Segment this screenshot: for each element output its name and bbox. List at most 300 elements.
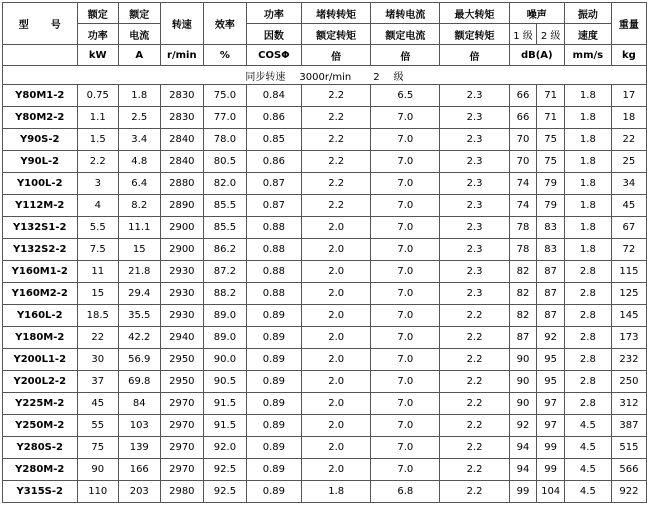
table-row bbox=[3, 371, 647, 393]
cell-locked-torque-ratio: 2.0 bbox=[302, 349, 371, 371]
cell-noise-grade-1: 82 bbox=[509, 261, 537, 283]
cell-max-torque-ratio: 2.2 bbox=[440, 437, 509, 459]
cell-locked-current-ratio: 7.0 bbox=[371, 261, 440, 283]
cell-weight: 145 bbox=[611, 305, 646, 327]
cell-locked-torque-ratio: 2.0 bbox=[302, 415, 371, 437]
cell-noise-grade-2: 71 bbox=[537, 107, 565, 129]
cell-vibration: 2.8 bbox=[564, 327, 611, 349]
cell-noise-grade-1: 82 bbox=[509, 305, 537, 327]
cell-current: 6.4 bbox=[119, 173, 161, 195]
cell-noise-grade-2: 75 bbox=[537, 129, 565, 151]
cell-model: Y280S-2 bbox=[3, 437, 78, 459]
cell-locked-current-ratio: 7.0 bbox=[371, 283, 440, 305]
cell-locked-torque-ratio: 1.8 bbox=[302, 481, 371, 503]
cell-current: 166 bbox=[119, 459, 161, 481]
cell-locked-torque-ratio: 2.0 bbox=[302, 283, 371, 305]
cell-speed: 2900 bbox=[160, 217, 204, 239]
table-row bbox=[3, 481, 647, 503]
cell-locked-current-ratio: 7.0 bbox=[371, 459, 440, 481]
cell-current: 15 bbox=[119, 239, 161, 261]
header-pf-2: 因数 bbox=[246, 24, 301, 45]
cell-current: 139 bbox=[119, 437, 161, 459]
table-header bbox=[3, 3, 647, 66]
cell-speed: 2940 bbox=[160, 327, 204, 349]
cell-model: Y160L-2 bbox=[3, 305, 78, 327]
cell-speed: 2970 bbox=[160, 437, 204, 459]
sync-speed-label: 同步转速 bbox=[245, 71, 286, 83]
cell-speed: 2830 bbox=[160, 85, 204, 107]
unit-current: A bbox=[119, 45, 161, 66]
unit-efficiency: % bbox=[204, 45, 247, 66]
cell-vibration: 1.8 bbox=[564, 151, 611, 173]
table-row bbox=[3, 239, 647, 261]
cell-power: 0.75 bbox=[77, 85, 119, 107]
cell-model: Y160M1-2 bbox=[3, 261, 78, 283]
cell-speed: 2950 bbox=[160, 349, 204, 371]
cell-noise-grade-1: 66 bbox=[509, 107, 537, 129]
table-row bbox=[3, 415, 647, 437]
cell-noise-grade-2: 95 bbox=[537, 371, 565, 393]
cell-locked-torque-ratio: 2.2 bbox=[302, 107, 371, 129]
cell-noise-grade-1: 90 bbox=[509, 393, 537, 415]
cell-weight: 67 bbox=[611, 217, 646, 239]
cell-noise-grade-1: 92 bbox=[509, 415, 537, 437]
cell-power: 55 bbox=[77, 415, 119, 437]
cell-model: Y200L1-2 bbox=[3, 349, 78, 371]
cell-locked-torque-ratio: 2.0 bbox=[302, 437, 371, 459]
cell-power: 45 bbox=[77, 393, 119, 415]
cell-noise-grade-1: 74 bbox=[509, 195, 537, 217]
cell-efficiency: 90.0 bbox=[204, 349, 247, 371]
cell-locked-torque-ratio: 2.2 bbox=[302, 151, 371, 173]
cell-vibration: 2.8 bbox=[564, 305, 611, 327]
cell-power: 15 bbox=[77, 283, 119, 305]
unit-noise: dB(A) bbox=[509, 45, 564, 66]
cell-locked-current-ratio: 7.0 bbox=[371, 129, 440, 151]
table-row bbox=[3, 217, 647, 239]
cell-power-factor: 0.89 bbox=[246, 371, 301, 393]
cell-model: Y132S1-2 bbox=[3, 217, 78, 239]
cell-noise-grade-2: 83 bbox=[537, 217, 565, 239]
cell-locked-current-ratio: 6.5 bbox=[371, 85, 440, 107]
cell-power-factor: 0.89 bbox=[246, 459, 301, 481]
cell-locked-current-ratio: 7.0 bbox=[371, 195, 440, 217]
cell-noise-grade-1: 78 bbox=[509, 239, 537, 261]
cell-locked-current-ratio: 7.0 bbox=[371, 327, 440, 349]
cell-noise-grade-2: 92 bbox=[537, 327, 565, 349]
cell-weight: 22 bbox=[611, 129, 646, 151]
cell-locked-current-ratio: 7.0 bbox=[371, 437, 440, 459]
cell-weight: 387 bbox=[611, 415, 646, 437]
cell-locked-torque-ratio: 2.2 bbox=[302, 195, 371, 217]
cell-weight: 34 bbox=[611, 173, 646, 195]
cell-locked-torque-ratio: 2.2 bbox=[302, 173, 371, 195]
cell-power: 22 bbox=[77, 327, 119, 349]
header-speed: 转速 bbox=[160, 3, 204, 45]
cell-power: 90 bbox=[77, 459, 119, 481]
header-weight: 重量 bbox=[611, 3, 646, 45]
table-row bbox=[3, 129, 647, 151]
unit-weight: kg bbox=[611, 45, 646, 66]
cell-locked-torque-ratio: 2.0 bbox=[302, 459, 371, 481]
cell-noise-grade-1: 70 bbox=[509, 151, 537, 173]
cell-weight: 125 bbox=[611, 283, 646, 305]
table-row bbox=[3, 349, 647, 371]
header-noise-grade-1: 1 级 bbox=[509, 24, 537, 45]
sync-speed-cell bbox=[3, 66, 647, 85]
table-row bbox=[3, 195, 647, 217]
cell-noise-grade-2: 79 bbox=[537, 173, 565, 195]
cell-model: Y90S-2 bbox=[3, 129, 78, 151]
cell-speed: 2930 bbox=[160, 283, 204, 305]
cell-noise-grade-1: 99 bbox=[509, 481, 537, 503]
cell-noise-grade-1: 94 bbox=[509, 459, 537, 481]
cell-max-torque-ratio: 2.2 bbox=[440, 481, 509, 503]
cell-noise-grade-1: 82 bbox=[509, 283, 537, 305]
cell-model: Y200L2-2 bbox=[3, 371, 78, 393]
cell-noise-grade-1: 66 bbox=[509, 85, 537, 107]
unit-mt: 倍 bbox=[440, 45, 509, 66]
header-lrt-1: 堵转转矩 bbox=[302, 3, 371, 24]
cell-power-factor: 0.89 bbox=[246, 481, 301, 503]
cell-efficiency: 82.0 bbox=[204, 173, 247, 195]
cell-noise-grade-2: 97 bbox=[537, 393, 565, 415]
cell-speed: 2970 bbox=[160, 393, 204, 415]
cell-max-torque-ratio: 2.3 bbox=[440, 283, 509, 305]
cell-power-factor: 0.87 bbox=[246, 173, 301, 195]
cell-current: 203 bbox=[119, 481, 161, 503]
cell-locked-current-ratio: 7.0 bbox=[371, 217, 440, 239]
sync-poles-number: 2 bbox=[373, 71, 380, 83]
header-model: 型 号 bbox=[3, 3, 78, 45]
cell-speed: 2880 bbox=[160, 173, 204, 195]
spec-table-container bbox=[2, 2, 647, 503]
cell-power-factor: 0.87 bbox=[246, 195, 301, 217]
cell-power: 18.5 bbox=[77, 305, 119, 327]
cell-model: Y112M-2 bbox=[3, 195, 78, 217]
cell-locked-torque-ratio: 2.0 bbox=[302, 261, 371, 283]
cell-efficiency: 85.5 bbox=[204, 195, 247, 217]
cell-speed: 2900 bbox=[160, 239, 204, 261]
cell-locked-current-ratio: 7.0 bbox=[371, 239, 440, 261]
cell-power: 11 bbox=[77, 261, 119, 283]
cell-efficiency: 88.2 bbox=[204, 283, 247, 305]
cell-locked-current-ratio: 7.0 bbox=[371, 371, 440, 393]
cell-efficiency: 80.5 bbox=[204, 151, 247, 173]
cell-locked-torque-ratio: 2.0 bbox=[302, 371, 371, 393]
header-mt-1: 最大转矩 bbox=[440, 3, 509, 24]
cell-weight: 115 bbox=[611, 261, 646, 283]
cell-power-factor: 0.89 bbox=[246, 327, 301, 349]
cell-speed: 2930 bbox=[160, 305, 204, 327]
cell-noise-grade-1: 87 bbox=[509, 327, 537, 349]
cell-current: 11.1 bbox=[119, 217, 161, 239]
table-row bbox=[3, 459, 647, 481]
cell-power: 1.1 bbox=[77, 107, 119, 129]
cell-model: Y160M2-2 bbox=[3, 283, 78, 305]
cell-model: Y132S2-2 bbox=[3, 239, 78, 261]
cell-power: 1.5 bbox=[77, 129, 119, 151]
cell-model: Y90L-2 bbox=[3, 151, 78, 173]
header-power-2: 功率 bbox=[77, 24, 119, 45]
header-noise: 噪声 bbox=[509, 3, 564, 24]
cell-max-torque-ratio: 2.2 bbox=[440, 393, 509, 415]
cell-speed: 2970 bbox=[160, 415, 204, 437]
cell-noise-grade-2: 75 bbox=[537, 151, 565, 173]
header-current-1: 额定 bbox=[119, 3, 161, 24]
header-lrc-2: 额定电流 bbox=[371, 24, 440, 45]
cell-weight: 173 bbox=[611, 327, 646, 349]
cell-efficiency: 92.5 bbox=[204, 459, 247, 481]
cell-noise-grade-2: 95 bbox=[537, 349, 565, 371]
motor-spec-table bbox=[2, 2, 647, 503]
header-noise-grade-2: 2 级 bbox=[537, 24, 565, 45]
cell-weight: 17 bbox=[611, 85, 646, 107]
cell-noise-grade-2: 99 bbox=[537, 437, 565, 459]
cell-locked-torque-ratio: 2.0 bbox=[302, 217, 371, 239]
table-row bbox=[3, 85, 647, 107]
sync-speed-row bbox=[3, 66, 647, 85]
cell-current: 69.8 bbox=[119, 371, 161, 393]
cell-efficiency: 91.5 bbox=[204, 393, 247, 415]
table-row bbox=[3, 327, 647, 349]
cell-power: 30 bbox=[77, 349, 119, 371]
cell-max-torque-ratio: 2.3 bbox=[440, 239, 509, 261]
cell-current: 84 bbox=[119, 393, 161, 415]
cell-power-factor: 0.88 bbox=[246, 239, 301, 261]
table-row bbox=[3, 283, 647, 305]
cell-vibration: 1.8 bbox=[564, 107, 611, 129]
table-row bbox=[3, 305, 647, 327]
cell-speed: 2950 bbox=[160, 371, 204, 393]
cell-vibration: 2.8 bbox=[564, 283, 611, 305]
cell-current: 56.9 bbox=[119, 349, 161, 371]
cell-power-factor: 0.84 bbox=[246, 85, 301, 107]
cell-weight: 566 bbox=[611, 459, 646, 481]
cell-efficiency: 87.2 bbox=[204, 261, 247, 283]
cell-model: Y315S-2 bbox=[3, 481, 78, 503]
cell-max-torque-ratio: 2.3 bbox=[440, 107, 509, 129]
cell-current: 29.4 bbox=[119, 283, 161, 305]
unit-lrc: 倍 bbox=[371, 45, 440, 66]
cell-noise-grade-2: 79 bbox=[537, 195, 565, 217]
cell-efficiency: 75.0 bbox=[204, 85, 247, 107]
cell-weight: 72 bbox=[611, 239, 646, 261]
cell-current: 4.8 bbox=[119, 151, 161, 173]
cell-power: 75 bbox=[77, 437, 119, 459]
cell-vibration: 1.8 bbox=[564, 173, 611, 195]
cell-noise-grade-1: 90 bbox=[509, 349, 537, 371]
cell-noise-grade-1: 94 bbox=[509, 437, 537, 459]
cell-efficiency: 89.0 bbox=[204, 305, 247, 327]
cell-weight: 18 bbox=[611, 107, 646, 129]
table-row bbox=[3, 393, 647, 415]
cell-efficiency: 78.0 bbox=[204, 129, 247, 151]
cell-speed: 2840 bbox=[160, 129, 204, 151]
cell-locked-current-ratio: 7.0 bbox=[371, 305, 440, 327]
cell-model: Y100L-2 bbox=[3, 173, 78, 195]
table-row bbox=[3, 151, 647, 173]
cell-max-torque-ratio: 2.3 bbox=[440, 261, 509, 283]
cell-noise-grade-1: 74 bbox=[509, 173, 537, 195]
cell-vibration: 2.8 bbox=[564, 349, 611, 371]
unit-pf: COSΦ bbox=[246, 45, 301, 66]
cell-current: 8.2 bbox=[119, 195, 161, 217]
header-pf-1: 功率 bbox=[246, 3, 301, 24]
header-power-1: 额定 bbox=[77, 3, 119, 24]
cell-max-torque-ratio: 2.2 bbox=[440, 349, 509, 371]
cell-speed: 2970 bbox=[160, 459, 204, 481]
header-vib-2: 速度 bbox=[564, 24, 611, 45]
cell-max-torque-ratio: 2.3 bbox=[440, 85, 509, 107]
cell-locked-current-ratio: 7.0 bbox=[371, 173, 440, 195]
table-row bbox=[3, 173, 647, 195]
cell-max-torque-ratio: 2.3 bbox=[440, 129, 509, 151]
cell-noise-grade-2: 71 bbox=[537, 85, 565, 107]
cell-power: 3 bbox=[77, 173, 119, 195]
cell-efficiency: 85.5 bbox=[204, 217, 247, 239]
cell-vibration: 4.5 bbox=[564, 437, 611, 459]
cell-efficiency: 86.2 bbox=[204, 239, 247, 261]
cell-noise-grade-1: 70 bbox=[509, 129, 537, 151]
cell-weight: 515 bbox=[611, 437, 646, 459]
cell-weight: 25 bbox=[611, 151, 646, 173]
unit-vibration: mm/s bbox=[564, 45, 611, 66]
cell-speed: 2890 bbox=[160, 195, 204, 217]
cell-vibration: 2.8 bbox=[564, 393, 611, 415]
cell-weight: 45 bbox=[611, 195, 646, 217]
cell-noise-grade-2: 87 bbox=[537, 305, 565, 327]
cell-speed: 2930 bbox=[160, 261, 204, 283]
cell-vibration: 2.8 bbox=[564, 371, 611, 393]
cell-vibration: 1.8 bbox=[564, 85, 611, 107]
cell-max-torque-ratio: 2.3 bbox=[440, 217, 509, 239]
table-row bbox=[3, 437, 647, 459]
cell-efficiency: 92.0 bbox=[204, 437, 247, 459]
cell-power-factor: 0.86 bbox=[246, 151, 301, 173]
cell-locked-torque-ratio: 2.2 bbox=[302, 129, 371, 151]
cell-noise-grade-1: 78 bbox=[509, 217, 537, 239]
header-current-2: 电流 bbox=[119, 24, 161, 45]
cell-locked-current-ratio: 7.0 bbox=[371, 151, 440, 173]
cell-max-torque-ratio: 2.3 bbox=[440, 195, 509, 217]
cell-max-torque-ratio: 2.2 bbox=[440, 371, 509, 393]
table-row bbox=[3, 107, 647, 129]
header-lrc-1: 堵转电流 bbox=[371, 3, 440, 24]
unit-power: kW bbox=[77, 45, 119, 66]
cell-weight: 312 bbox=[611, 393, 646, 415]
cell-speed: 2840 bbox=[160, 151, 204, 173]
cell-speed: 2980 bbox=[160, 481, 204, 503]
cell-vibration: 4.5 bbox=[564, 415, 611, 437]
cell-power: 2.2 bbox=[77, 151, 119, 173]
cell-current: 103 bbox=[119, 415, 161, 437]
cell-max-torque-ratio: 2.2 bbox=[440, 415, 509, 437]
cell-max-torque-ratio: 2.2 bbox=[440, 459, 509, 481]
cell-efficiency: 77.0 bbox=[204, 107, 247, 129]
cell-weight: 250 bbox=[611, 371, 646, 393]
sync-poles-label: 级 bbox=[393, 71, 404, 83]
cell-noise-grade-2: 97 bbox=[537, 415, 565, 437]
cell-noise-grade-2: 87 bbox=[537, 261, 565, 283]
cell-noise-grade-2: 83 bbox=[537, 239, 565, 261]
cell-locked-torque-ratio: 2.2 bbox=[302, 85, 371, 107]
cell-power-factor: 0.86 bbox=[246, 107, 301, 129]
cell-vibration: 1.8 bbox=[564, 195, 611, 217]
cell-max-torque-ratio: 2.2 bbox=[440, 327, 509, 349]
cell-model: Y180M-2 bbox=[3, 327, 78, 349]
cell-vibration: 4.5 bbox=[564, 481, 611, 503]
cell-current: 1.8 bbox=[119, 85, 161, 107]
unit-speed: r/min bbox=[160, 45, 204, 66]
cell-vibration: 1.8 bbox=[564, 217, 611, 239]
cell-efficiency: 90.5 bbox=[204, 371, 247, 393]
cell-weight: 232 bbox=[611, 349, 646, 371]
cell-vibration: 1.8 bbox=[564, 129, 611, 151]
cell-current: 2.5 bbox=[119, 107, 161, 129]
cell-vibration: 2.8 bbox=[564, 261, 611, 283]
table-body bbox=[3, 66, 647, 503]
cell-max-torque-ratio: 2.3 bbox=[440, 151, 509, 173]
cell-model: Y250M-2 bbox=[3, 415, 78, 437]
cell-power-factor: 0.89 bbox=[246, 305, 301, 327]
cell-model: Y80M2-2 bbox=[3, 107, 78, 129]
cell-locked-torque-ratio: 2.0 bbox=[302, 393, 371, 415]
cell-power-factor: 0.89 bbox=[246, 349, 301, 371]
header-units-model bbox=[3, 45, 78, 66]
cell-noise-grade-1: 90 bbox=[509, 371, 537, 393]
cell-model: Y280M-2 bbox=[3, 459, 78, 481]
cell-power-factor: 0.85 bbox=[246, 129, 301, 151]
cell-locked-torque-ratio: 2.0 bbox=[302, 327, 371, 349]
cell-current: 3.4 bbox=[119, 129, 161, 151]
cell-speed: 2830 bbox=[160, 107, 204, 129]
cell-max-torque-ratio: 2.3 bbox=[440, 173, 509, 195]
cell-locked-current-ratio: 7.0 bbox=[371, 107, 440, 129]
header-mt-2: 额定转矩 bbox=[440, 24, 509, 45]
cell-power-factor: 0.89 bbox=[246, 393, 301, 415]
cell-locked-torque-ratio: 2.0 bbox=[302, 305, 371, 327]
cell-locked-current-ratio: 7.0 bbox=[371, 393, 440, 415]
cell-locked-current-ratio: 7.0 bbox=[371, 415, 440, 437]
cell-weight: 922 bbox=[611, 481, 646, 503]
cell-locked-current-ratio: 7.0 bbox=[371, 349, 440, 371]
cell-power: 37 bbox=[77, 371, 119, 393]
cell-max-torque-ratio: 2.2 bbox=[440, 305, 509, 327]
cell-noise-grade-2: 99 bbox=[537, 459, 565, 481]
cell-current: 35.5 bbox=[119, 305, 161, 327]
cell-power: 5.5 bbox=[77, 217, 119, 239]
cell-power-factor: 0.88 bbox=[246, 261, 301, 283]
cell-current: 21.8 bbox=[119, 261, 161, 283]
cell-power-factor: 0.88 bbox=[246, 217, 301, 239]
cell-power: 4 bbox=[77, 195, 119, 217]
cell-power: 110 bbox=[77, 481, 119, 503]
sync-speed-value: 3000r/min bbox=[299, 71, 352, 83]
table-row bbox=[3, 261, 647, 283]
cell-locked-current-ratio: 6.8 bbox=[371, 481, 440, 503]
cell-noise-grade-2: 87 bbox=[537, 283, 565, 305]
cell-power-factor: 0.89 bbox=[246, 415, 301, 437]
header-vib-1: 振动 bbox=[564, 3, 611, 24]
cell-power-factor: 0.89 bbox=[246, 437, 301, 459]
cell-power: 7.5 bbox=[77, 239, 119, 261]
header-lrt-2: 额定转矩 bbox=[302, 24, 371, 45]
header-efficiency: 效率 bbox=[204, 3, 247, 45]
cell-model: Y80M1-2 bbox=[3, 85, 78, 107]
cell-current: 42.2 bbox=[119, 327, 161, 349]
cell-efficiency: 92.5 bbox=[204, 481, 247, 503]
